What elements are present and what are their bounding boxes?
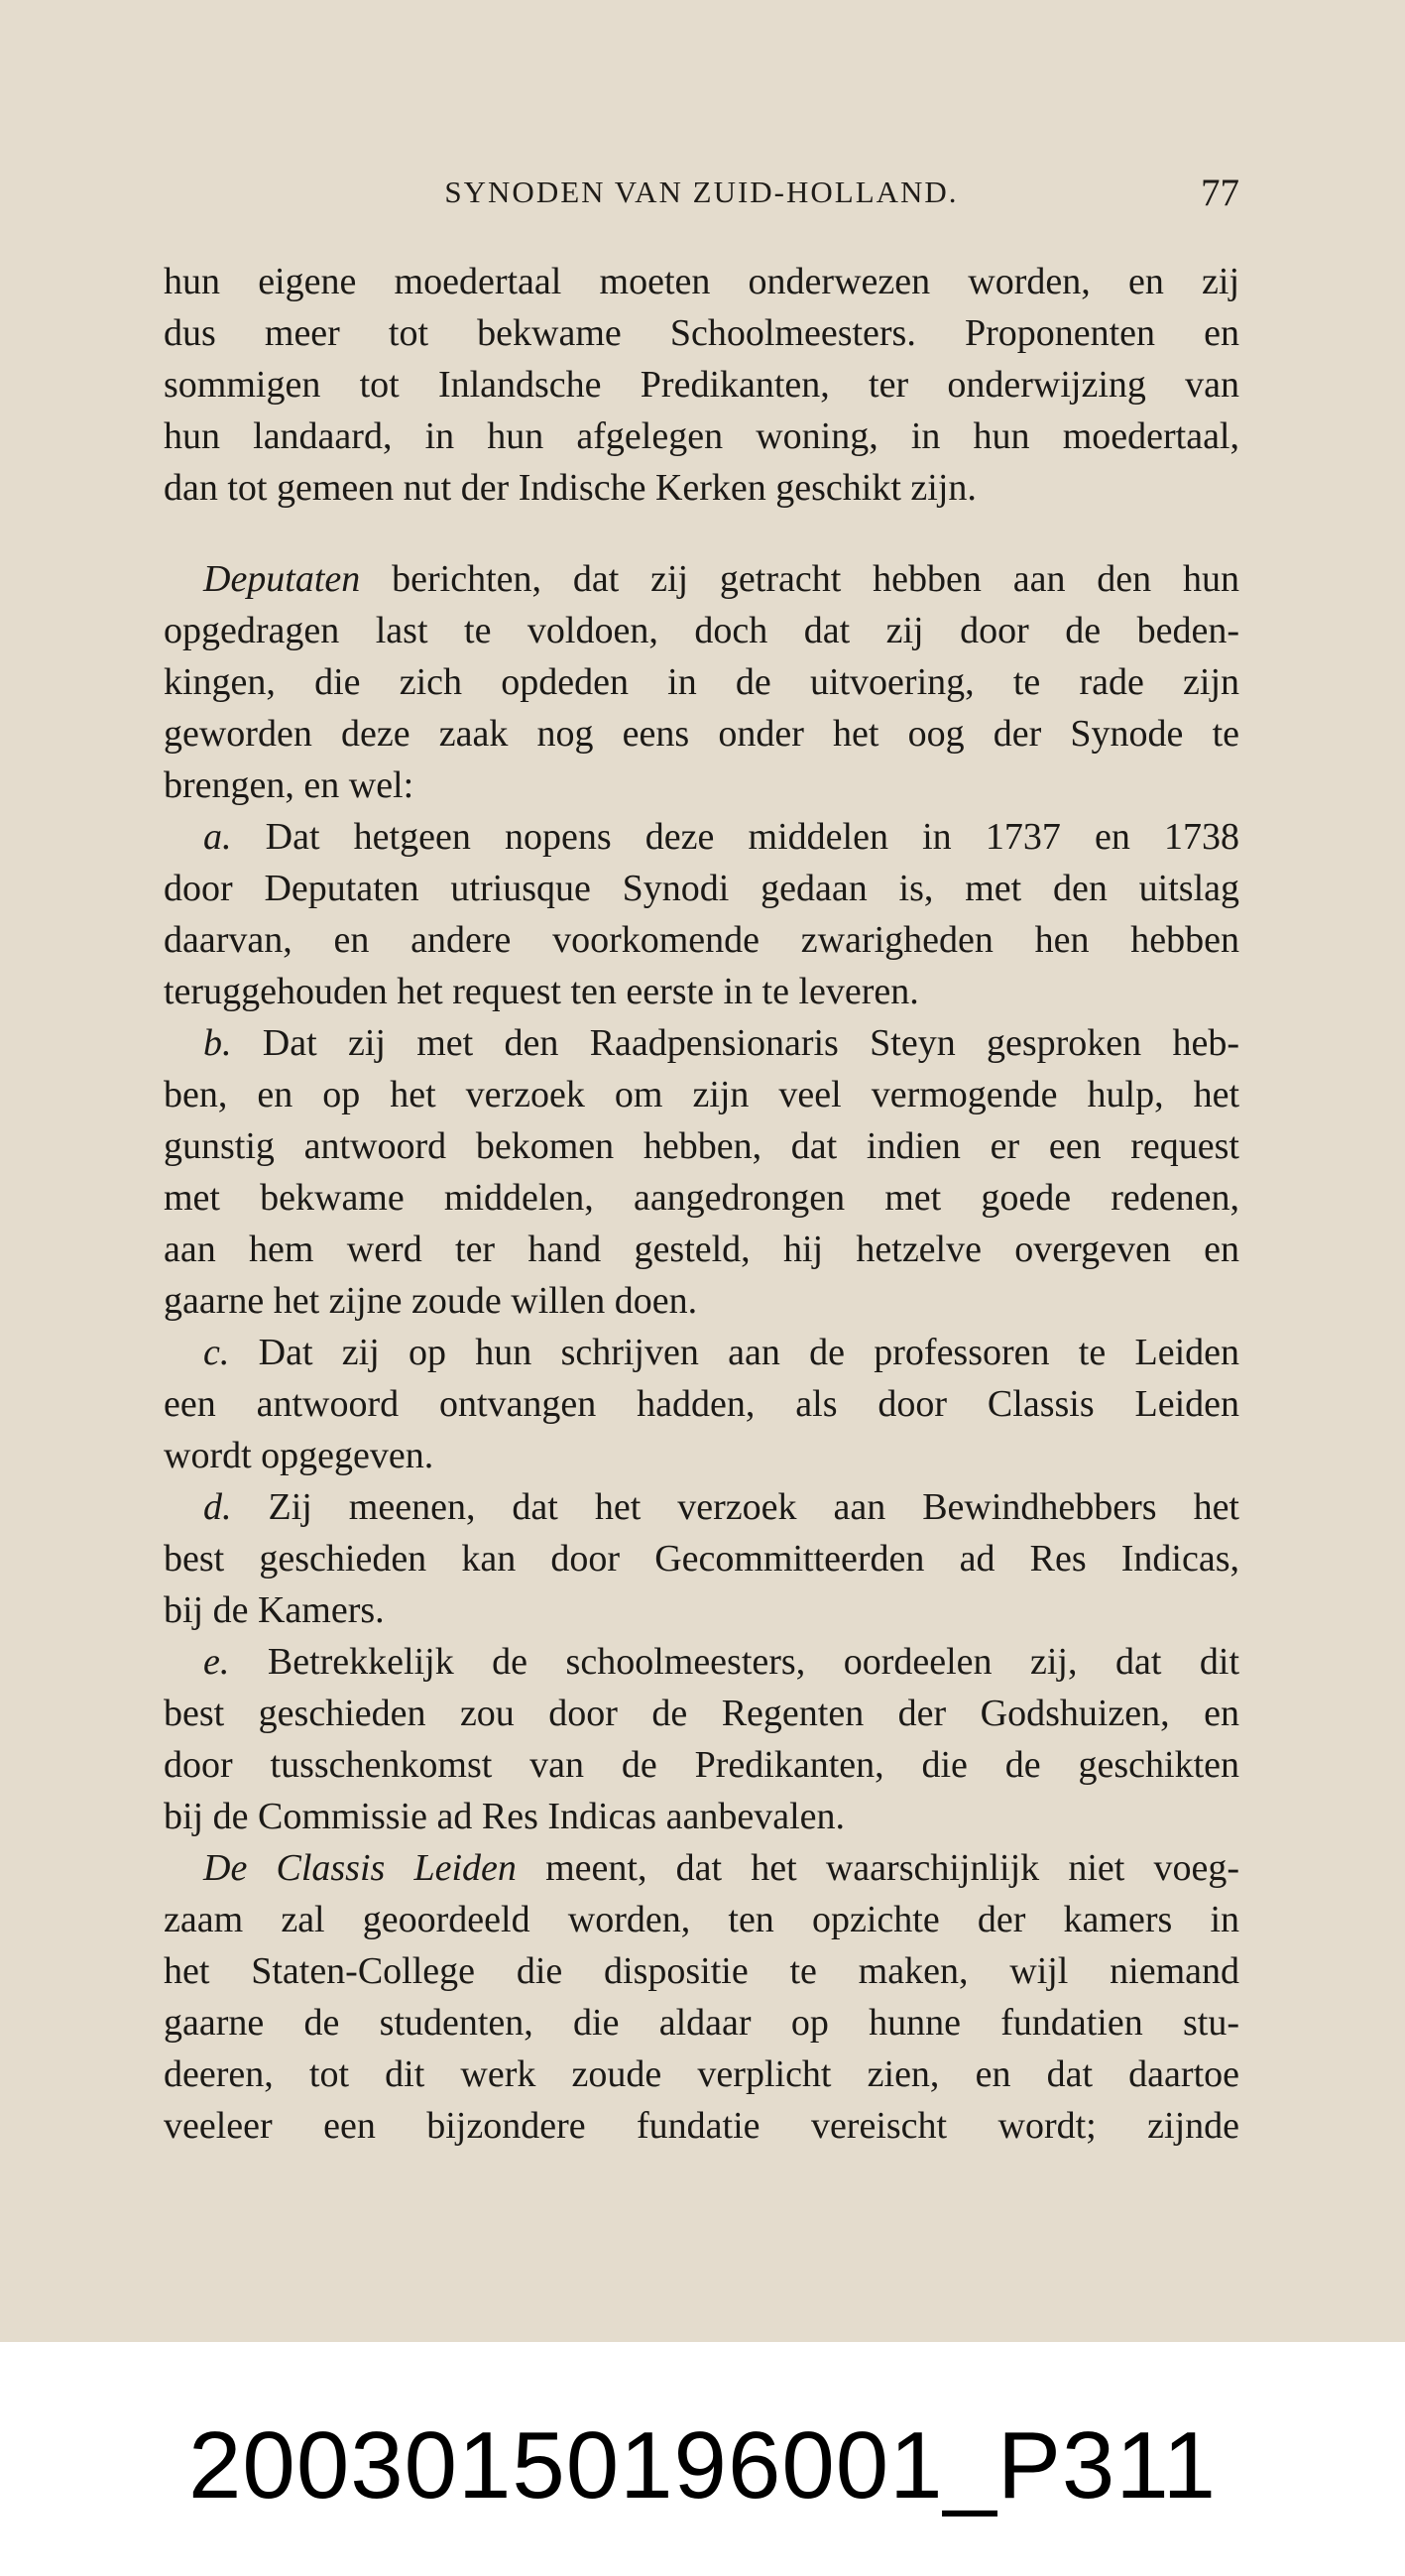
text-line: bij de Kamers. — [164, 1589, 385, 1631]
caption-id: 20030150196001_P311 — [188, 2412, 1217, 2518]
item-marker: b. — [203, 1022, 232, 1064]
line-text: Dat zij op hun schrijven aan de professoren te Leiden — [229, 1332, 1239, 1373]
text-line: wordt opgegeven. — [164, 1435, 434, 1476]
text-line: veeleer een bijzondere fundatie vereischt wordt; zijnde — [164, 2105, 1239, 2147]
text-line: geworden deze zaak nog eens onder het oog der Synode te — [164, 713, 1239, 755]
text-line — [164, 1636, 1239, 1688]
text-line — [164, 811, 1239, 863]
text-line: aan hem werd ter hand gesteld, hij hetzelve overgeven en — [164, 1229, 1239, 1270]
body-text — [164, 256, 1239, 2152]
text-line: hun landaard, in hun afgelegen woning, in hun moedertaal, — [164, 415, 1239, 457]
text-line: brengen, en wel: — [164, 764, 414, 806]
text-line: teruggehouden het request ten eerste in te leveren. — [164, 971, 919, 1012]
text-line: sommigen tot Inlandsche Predikanten, ter onderwijzing van — [164, 364, 1239, 406]
text-line: hun eigene moedertaal moeten onderwezen worden, en zij — [164, 261, 1239, 302]
line-text: meent, dat het waarschijnlijk niet voeg- — [516, 1847, 1239, 1889]
text-line: door tusschenkomst van de Predikanten, die de geschikten — [164, 1744, 1239, 1786]
text-line: het Staten-College die dispositie te maken, wijl niemand — [164, 1950, 1239, 1992]
text-line: zaam zal geoordeeld worden, ten opzichte der kamers in — [164, 1899, 1239, 1940]
text-line: een antwoord ontvangen hadden, als door Classis Leiden — [164, 1383, 1239, 1425]
text-line: best geschieden zou door de Regenten der Godshuizen, en — [164, 1693, 1239, 1734]
italic-lead: De Classis Leiden — [203, 1847, 517, 1889]
line-text: Dat hetgeen nopens deze middelen in 1737 en 1738 — [231, 816, 1239, 858]
running-head-title: SYNODEN VAN ZUID-HOLLAND. — [444, 175, 959, 209]
line-text: Dat zij met den Raadpensionaris Steyn gesproken heb- — [231, 1022, 1239, 1064]
running-head — [164, 172, 1239, 224]
item-marker: c. — [203, 1332, 230, 1373]
text-line — [164, 1842, 1239, 1894]
item-marker: e. — [203, 1641, 230, 1683]
text-line — [164, 1481, 1239, 1533]
text-line — [164, 1327, 1239, 1378]
text-line: daarvan, en andere voorkomende zwarigheden hen hebben — [164, 919, 1239, 961]
text-line: kingen, die zich opdeden in de uitvoering, te rade zijn — [164, 661, 1239, 703]
text-line: deeren, tot dit werk zoude verplicht zien, en dat daartoe — [164, 2053, 1239, 2095]
scan-caption — [0, 2342, 1405, 2576]
text-line — [164, 553, 1239, 605]
text-line: dan tot gemeen nut der Indische Kerken geschikt zijn. — [164, 467, 977, 509]
text-line: best geschieden kan door Gecommitteerden ad Res Indicas, — [164, 1538, 1239, 1580]
line-text: Zij meenen, dat het verzoek aan Bewindhebbers het — [231, 1486, 1239, 1528]
line-text: berichten, dat zij getracht hebben aan den hun — [360, 558, 1239, 600]
text-line: ben, en op het verzoek om zijn veel vermogende hulp, het — [164, 1074, 1239, 1115]
text-line: gaarne het zijne zoude willen doen. — [164, 1280, 698, 1322]
item-marker: d. — [203, 1486, 232, 1528]
italic-lead: Deputaten — [203, 558, 361, 600]
text-line: bij de Commissie ad Res Indicas aanbevalen. — [164, 1796, 845, 1837]
text-line: gaarne de studenten, die aldaar op hunne fundatien stu- — [164, 2002, 1239, 2044]
text-line: door Deputaten utriusque Synodi gedaan is, met den uitslag — [164, 868, 1239, 909]
line-text: Betrekkelijk de schoolmeesters, oordeelen zij, dat dit — [229, 1641, 1239, 1683]
paragraph-gap — [164, 514, 1239, 553]
item-marker: a. — [203, 816, 232, 858]
page-number: 77 — [1201, 172, 1239, 214]
text-line: met bekwame middelen, aangedrongen met goede redenen, — [164, 1177, 1239, 1219]
text-line: opgedragen last te voldoen, doch dat zij door de beden- — [164, 610, 1239, 651]
text-line: dus meer tot bekwame Schoolmeesters. Proponenten en — [164, 312, 1239, 354]
text-line: gunstig antwoord bekomen hebben, dat indien er een request — [164, 1125, 1239, 1167]
text-line — [164, 1017, 1239, 1069]
